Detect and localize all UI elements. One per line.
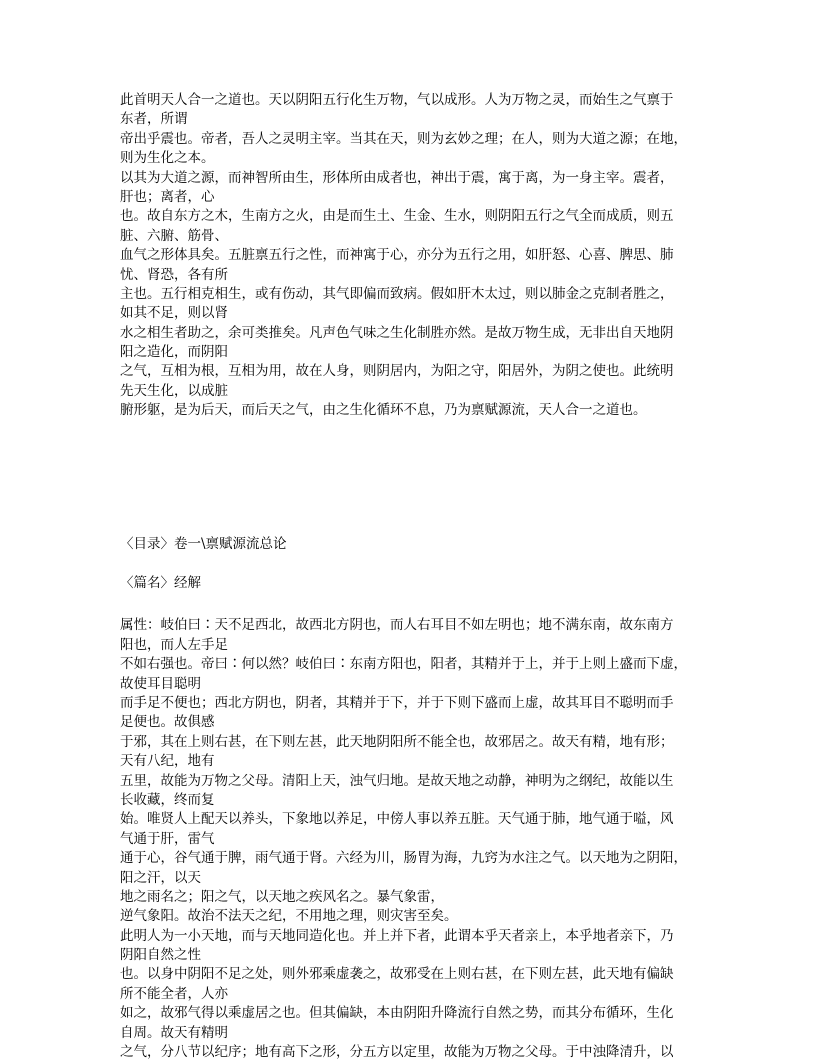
text-line: 足便也。故俱感 <box>120 714 215 731</box>
text-line: 如之，故邪气得以乘虚居之也。但其偏缺，本由阴阳升降流行自然之势，而其分布循环，生化 <box>120 1005 674 1022</box>
text-line: 则为生化之本。 <box>120 150 215 167</box>
text-line: 脏、六腑、筋骨、 <box>120 227 228 244</box>
text-line: 主也。五行相克相生，或有伤动，其气即偏而致病。假如肝木太过，则以肺金之克制者胜之， <box>120 285 674 302</box>
text-line: 通于心，谷气通于脾，雨气通于肾。六经为川，肠胃为海，九窍为水注之气。以天地为之阴阳， <box>120 850 687 867</box>
text-line: 阳也，而人左手足 <box>120 636 228 653</box>
text-line: 自周。故天有精明 <box>120 1024 228 1041</box>
text-line: 血气之形体具矣。五脏禀五行之性，而神寓于心，亦分为五行之用，如肝怒、心喜、脾思、肺 <box>120 247 674 264</box>
text-line: 之气，互相为根，互相为用，故在人身，则阴居内，为阳之守，阳居外，为阴之使也。此统明 <box>120 363 674 380</box>
catalog-heading: 〈目录〉卷一\禀赋源流总论 <box>120 535 287 552</box>
text-line: 始。唯贤人上配天以养头，下象地以养足，中傍人事以养五脏。天气通于肺，地气通于嗌，风 <box>120 811 674 828</box>
text-line: 阳之造化，而阴阳 <box>120 344 228 361</box>
document-page <box>120 91 696 1062</box>
text-line: 不如右强也。帝曰∶何以然？岐伯曰∶东南方阳也，阳者，其精并于上，并于上则上盛而下虚， <box>120 656 687 673</box>
text-line: 长收藏，终而复 <box>120 791 215 808</box>
text-line: 属性：岐伯曰∶天不足西北，故西北方阴也，而人右耳目不如左明也；地不满东南，故东南方 <box>120 617 674 634</box>
text-line: 也。以身中阴阳不足之处，则外邪乘虚袭之，故邪受在上则右甚，在下则左甚，此天地有偏缺 <box>120 966 674 983</box>
text-line: 如其不足，则以肾 <box>120 305 228 322</box>
text-line: 天有八纪，地有 <box>120 753 215 770</box>
scripture-section <box>120 616 696 1062</box>
text-line: 之气，分八节以纪序；地有高下之形，分五方以定里，故能为万物之父母。于中浊降清升，以 <box>120 1044 674 1061</box>
text-line: 此首明天人合一之道也。天以阴阳五行化生万物，气以成形。人为万物之灵，而始生之气禀于 <box>120 92 674 108</box>
text-line: 阳之汗，以天 <box>120 869 201 886</box>
text-line: 阴阳自然之性 <box>120 947 201 964</box>
commentary-section <box>120 91 696 421</box>
text-line: 先天生化，以成脏 <box>120 382 228 399</box>
text-line: 也。故自东方之木，生南方之火，由是而生土、生金、生水，则阴阳五行之气全而成质，则五 <box>120 208 674 225</box>
text-line: 忧、肾恐，各有所 <box>120 266 228 283</box>
text-line: 水之相生者助之，余可类推矣。凡声色气味之生化制胜亦然。是故万物生成，无非出自天地阴 <box>120 324 674 341</box>
text-line: 五里，故能为万物之父母。清阳上天，浊气归地。是故天地之动静，神明为之纲纪，故能以生 <box>120 772 674 789</box>
text-line: 以其为大道之源，而神智所由生，形体所由成者也，神出于震，寓于离，为一身主宰。震者， <box>120 169 674 186</box>
text-line: 肝也；离者，心 <box>120 188 215 205</box>
text-line: 气通于肝，雷气 <box>120 830 215 847</box>
text-line: 于邪，其在上则右甚，在下则左甚，此天地阴阳所不能全也，故邪居之。故天有精，地有形； <box>120 733 674 750</box>
text-line: 逆气象阳。故治不法天之纪，不用地之理，则灾害至矣。 <box>120 908 458 925</box>
text-line: 所不能全者，人亦 <box>120 985 228 1002</box>
chapter-heading: 〈篇名〉经解 <box>120 575 201 592</box>
text-line: 故使耳目聪明 <box>120 675 201 692</box>
text-line: 而手足不便也；西北方阴也，阴者，其精并于下，并于下则下盛而上虚，故其耳目不聪明而手 <box>120 694 674 711</box>
text-line: 腑形躯，是为后天，而后天之气，由之生化循环不息，乃为禀赋源流，天人合一之道也。 <box>120 402 647 419</box>
text-line: 此明人为一小天地，而与天地同造化也。并上并下者，此谓本乎天者亲上，本乎地者亲下，乃 <box>120 927 674 944</box>
text-line: 地之雨名之；阳之气，以天地之疾风名之。暴气象雷， <box>120 888 444 905</box>
text-line: 帝出乎震也。帝者，吾人之灵明主宰。当其在天，则为玄妙之理；在人，则为大道之源；在地， <box>120 130 687 147</box>
text-line: 东者，所谓 <box>120 111 188 128</box>
